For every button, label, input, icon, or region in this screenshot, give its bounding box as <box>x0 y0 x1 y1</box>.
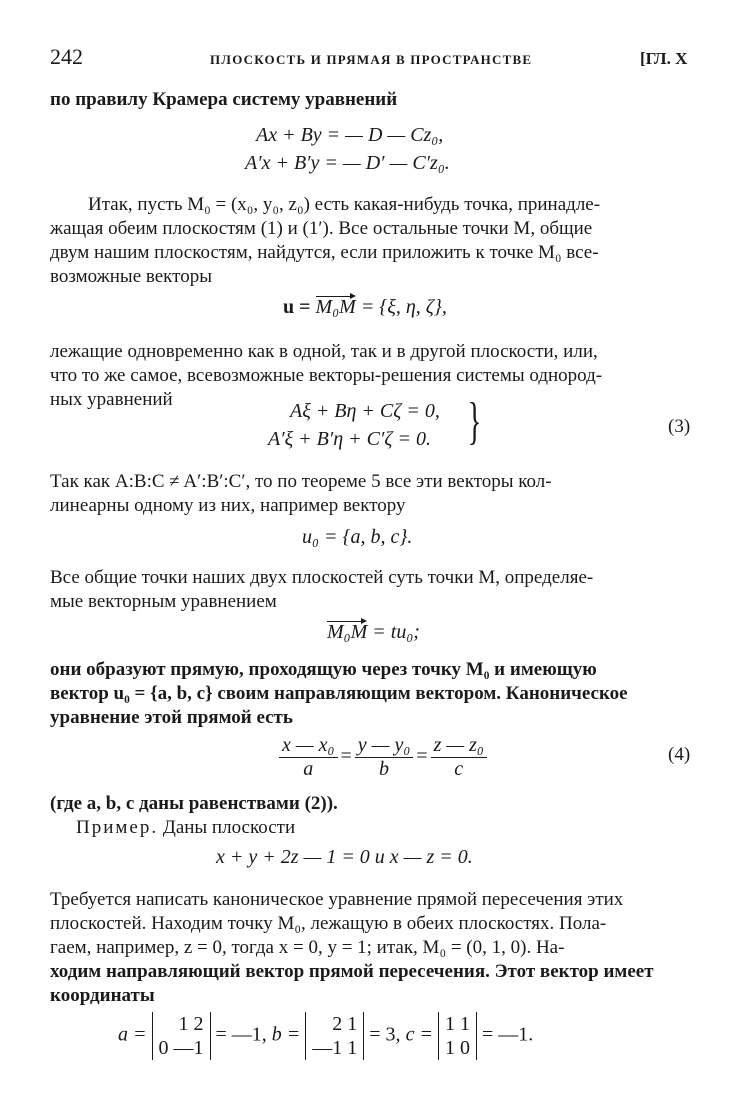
vector-u-lhs: u = <box>283 296 311 318</box>
fraction-z-numerator: z — z₀ <box>431 734 487 758</box>
paragraph-2-line-2: жащая обеим плоскостям (1) и (1′). Все остальные точки M, общие <box>50 218 593 239</box>
fraction-z <box>431 734 487 781</box>
fraction-y-numerator: y — y₀ <box>355 734 414 758</box>
vector-u-rhs: = {ξ, η, ζ}, <box>360 296 447 318</box>
equation-system-3-line-1: Aξ + Bη + Cζ = 0, <box>290 400 440 422</box>
equation-system-3-line-2: A′ξ + B′η + C′ζ = 0. <box>268 428 431 450</box>
det-c-row-1: 1 1 <box>444 1013 470 1035</box>
det-c-matrix <box>438 1012 477 1060</box>
det-b-matrix <box>305 1012 364 1060</box>
vector-equation-rhs: = tu₀; <box>372 621 420 643</box>
paragraph-example <box>76 816 726 840</box>
det-a-row-1: 1 2 <box>178 1013 204 1035</box>
paragraph-2-line-1: Итак, пусть M₀ = (x₀, y₀, z₀) есть какая-нибудь точка, принадле- <box>88 194 601 215</box>
vector-u-equation <box>283 296 447 319</box>
paragraph-9-line-3: гаем, например, z = 0, тогда x = 0, y = 1; итак, M₀ = (0, 1, 0). На- <box>50 937 565 958</box>
paragraph-5-line-2: мые векторным уравнением <box>50 591 277 612</box>
det-c-value: = —1. <box>481 1023 534 1046</box>
det-a-matrix <box>152 1012 211 1060</box>
paragraph-3-line-2: что то же самое, всевозможные векторы-решения системы однород- <box>50 365 603 386</box>
paragraph-9-line-5: координаты <box>50 985 155 1006</box>
paragraph-9-line-4: ходим направляющий вектор прямой пересечения. Этот вектор имеет <box>50 961 654 982</box>
det-b-label: b = <box>271 1023 301 1046</box>
det-a-label: a = <box>118 1023 147 1046</box>
paragraph-4-line-1: Так как A:B:C ≠ A′:B′:C′, то по теореме 5 все эти векторы кол- <box>50 471 552 492</box>
example-text: Даны плоскости <box>162 817 296 838</box>
paragraph-5-line-1: Все общие точки наших двух плоскостей суть точки M, определяе- <box>50 567 594 588</box>
det-a-row-2: 0 —1 <box>158 1037 204 1059</box>
paragraph-6-line-3: уравнение этой прямой есть <box>50 707 293 728</box>
det-b-row-2: —1 1 <box>312 1037 358 1059</box>
vector-equation-line <box>327 621 420 644</box>
fraction-y <box>355 734 414 781</box>
vector-m0m: M₀M <box>315 296 356 318</box>
equation-system-1-line-1: Ax + By = — D — Cz₀, <box>256 124 444 146</box>
vector-m0m-2: M₀M <box>327 621 368 643</box>
canonical-line-equation <box>276 734 490 781</box>
paragraph-9-line-1: Требуется написать каноническое уравнение прямой пересечения этих <box>50 889 624 910</box>
right-brace: } <box>467 393 482 450</box>
paragraph-7: (где a, b, c даны равенствами (2)). <box>50 793 338 814</box>
paragraph-6-line-1: они образуют прямую, проходящую через точку M₀ и имеющую <box>50 659 597 680</box>
fraction-z-denominator: c <box>454 758 464 780</box>
page-number: 242 <box>50 44 83 69</box>
fraction-y-denominator: b <box>379 758 390 780</box>
chapter-label: [ГЛ. X <box>640 49 688 68</box>
equation-system-1-line-2: A′x + B′y = — D′ — C′z₀. <box>245 152 450 174</box>
paragraph-4-line-2: линеарны одному из них, например вектору <box>50 495 406 516</box>
equals-sign-2: = <box>416 745 428 768</box>
paragraph-2-line-3: двум нашим плоскостям, найдутся, если приложить к точке M₀ все- <box>50 242 599 263</box>
determinants-line <box>118 1012 533 1060</box>
det-c-label: c = <box>405 1023 433 1046</box>
paragraph-6-line-2: вектор u₀ = {a, b, c} своим направляющим вектором. Каноническое <box>50 683 628 704</box>
det-b-row-1: 2 1 <box>332 1013 358 1035</box>
fraction-x-numerator: x — x₀ <box>279 734 338 758</box>
fraction-x <box>279 734 338 781</box>
equation-number-3: (3) <box>668 416 691 437</box>
example-planes-equations: x + y + 2z — 1 = 0 и x — z = 0. <box>216 846 473 868</box>
fraction-x-denominator: a <box>303 758 314 780</box>
det-b-value: = 3, <box>369 1023 401 1046</box>
equation-number-4: (4) <box>668 744 691 765</box>
det-a-value: = —1, <box>215 1023 267 1046</box>
paragraph-9-line-2: плоскостей. Находим точку M₀, лежащую в обеих плоскостях. Пола- <box>50 913 607 934</box>
paragraph-3-line-3: ных уравнений <box>50 389 173 410</box>
paragraph-intro: по правилу Крамера систему уравнений <box>50 89 398 110</box>
running-title: ПЛОСКОСТЬ И ПРЯМАЯ В ПРОСТРАНСТВЕ <box>210 52 533 67</box>
equals-sign-1: = <box>340 745 352 768</box>
det-c-row-2: 1 0 <box>444 1037 470 1059</box>
paragraph-2-line-4: возможные векторы <box>50 266 212 287</box>
example-label: Пример. <box>76 817 159 838</box>
paragraph-3-line-1: лежащие одновременно как в одной, так и в другой плоскости, или, <box>50 341 598 362</box>
vector-u0-equation: u₀ = {a, b, c}. <box>302 526 413 548</box>
